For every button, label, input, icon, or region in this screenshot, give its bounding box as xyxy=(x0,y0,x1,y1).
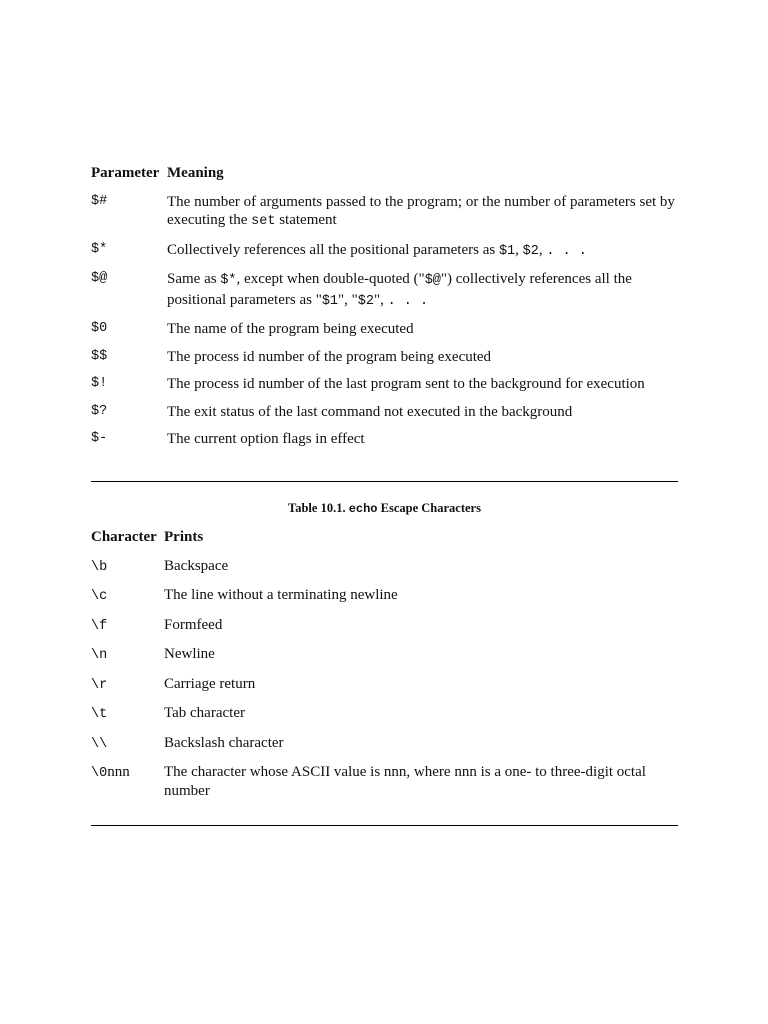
parameter-cell: $$ xyxy=(91,348,108,364)
parameters-table-header xyxy=(91,164,678,183)
table-row xyxy=(91,375,678,394)
text-segment: The exit status of the last command not executed in the background xyxy=(167,403,573,420)
prints-cell: Tab character xyxy=(164,705,245,721)
table-divider xyxy=(91,825,678,826)
escape-code: \r xyxy=(91,677,108,693)
meaning-cell xyxy=(167,348,678,367)
table-row xyxy=(91,270,678,311)
text-segment: ", " xyxy=(338,291,358,308)
table-row xyxy=(91,734,678,755)
escape-code: \f xyxy=(91,618,108,634)
parameter-cell: $0 xyxy=(91,321,108,336)
inline-code: $* xyxy=(220,273,237,288)
table-row xyxy=(91,557,678,578)
text-segment: Same as xyxy=(167,271,221,287)
meaning-cell xyxy=(167,403,678,422)
text-segment: Collectively references all the positional parameters as xyxy=(167,241,499,258)
parameter-cell: $! xyxy=(91,376,108,391)
parameter-cell: $- xyxy=(91,431,108,446)
meaning-cell xyxy=(167,375,678,394)
character-cell xyxy=(91,645,164,666)
escape-code: \\ xyxy=(91,736,108,752)
character-cell xyxy=(91,734,164,755)
parameter-cell: $@ xyxy=(91,271,108,286)
escape-code: \n xyxy=(91,648,108,663)
meaning-column-header: Meaning xyxy=(167,165,224,181)
escape-code: \t xyxy=(91,707,108,722)
echo-escape-table xyxy=(91,528,678,809)
prints-cell: Backspace xyxy=(164,557,229,574)
inline-code: . . . xyxy=(546,243,587,259)
escape-code: \0 xyxy=(91,766,108,781)
inline-code: set xyxy=(251,214,276,229)
caption-prefix: Table 10.1. xyxy=(288,501,349,515)
parameter-cell: $* xyxy=(91,241,108,257)
character-cell xyxy=(91,704,164,725)
table-row xyxy=(91,430,678,449)
echo-table-header xyxy=(91,528,678,547)
table-row xyxy=(91,320,678,339)
table-row xyxy=(91,763,678,800)
inline-code: $2 xyxy=(357,293,374,309)
meaning-cell xyxy=(167,241,678,262)
table-row xyxy=(91,616,678,637)
escape-suffix: nnn xyxy=(107,764,130,780)
text-segment: The process id number of the program being executed xyxy=(167,348,492,365)
text-segment: The process id number of the last program sent to the background for execution xyxy=(167,376,645,392)
escape-code: \b xyxy=(91,559,108,575)
parameter-cell: $# xyxy=(91,193,108,209)
text-segment: , xyxy=(538,241,547,258)
parameter-cell: $? xyxy=(91,403,108,419)
table-divider xyxy=(91,481,678,482)
inline-code: $1 xyxy=(498,243,516,259)
table-row xyxy=(91,193,678,232)
character-cell xyxy=(91,557,164,578)
prints-cell: The line without a terminating newline xyxy=(164,587,398,603)
character-column-header: Character xyxy=(91,529,157,545)
table-row xyxy=(91,675,678,696)
table-row xyxy=(91,704,678,725)
table-caption xyxy=(91,501,678,516)
inline-code: $2 xyxy=(522,243,539,259)
caption-suffix: Escape Characters xyxy=(377,501,481,515)
parameters-table-body xyxy=(91,193,678,449)
text-segment: The name of the program being executed xyxy=(167,321,414,337)
text-segment: ", xyxy=(373,291,388,308)
text-segment: ") collectively references all the positional parameters as " xyxy=(167,271,632,308)
inline-code: $@ xyxy=(424,273,441,288)
table-row xyxy=(91,403,678,422)
character-cell xyxy=(91,616,164,637)
parameters-table xyxy=(91,164,678,458)
meaning-cell xyxy=(167,430,678,449)
table-row xyxy=(91,348,678,367)
meaning-cell xyxy=(167,320,678,339)
character-cell xyxy=(91,763,164,784)
character-cell xyxy=(91,586,164,607)
prints-cell: Backslash character xyxy=(164,734,284,751)
echo-table-body xyxy=(91,557,678,801)
parameter-column-header: Parameter xyxy=(91,165,160,181)
text-segment: , except when double-quoted (" xyxy=(236,271,425,287)
meaning-cell xyxy=(167,193,678,232)
text-segment: statement xyxy=(275,212,337,228)
escape-code: \c xyxy=(91,589,108,604)
prints-cell: Carriage return xyxy=(164,675,256,692)
prints-cell: Formfeed xyxy=(164,616,223,633)
table-row xyxy=(91,586,678,607)
table-row xyxy=(91,645,678,666)
caption-code: echo xyxy=(348,502,378,516)
prints-column-header: Prints xyxy=(164,529,204,545)
text-segment: The current option flags in effect xyxy=(167,431,365,447)
meaning-cell xyxy=(167,270,678,311)
character-cell xyxy=(91,675,164,696)
prints-cell: Newline xyxy=(164,646,215,662)
inline-code: . . . xyxy=(387,293,429,309)
prints-cell: The character whose ASCII value is nnn, where nnn is a one- to three-digit octal number xyxy=(164,764,646,799)
table-row xyxy=(91,241,678,262)
inline-code: $1 xyxy=(321,293,339,309)
text-segment: , xyxy=(515,241,523,258)
text-segment: The number of arguments passed to the program; or the number of parameters set by executing the xyxy=(167,193,675,228)
